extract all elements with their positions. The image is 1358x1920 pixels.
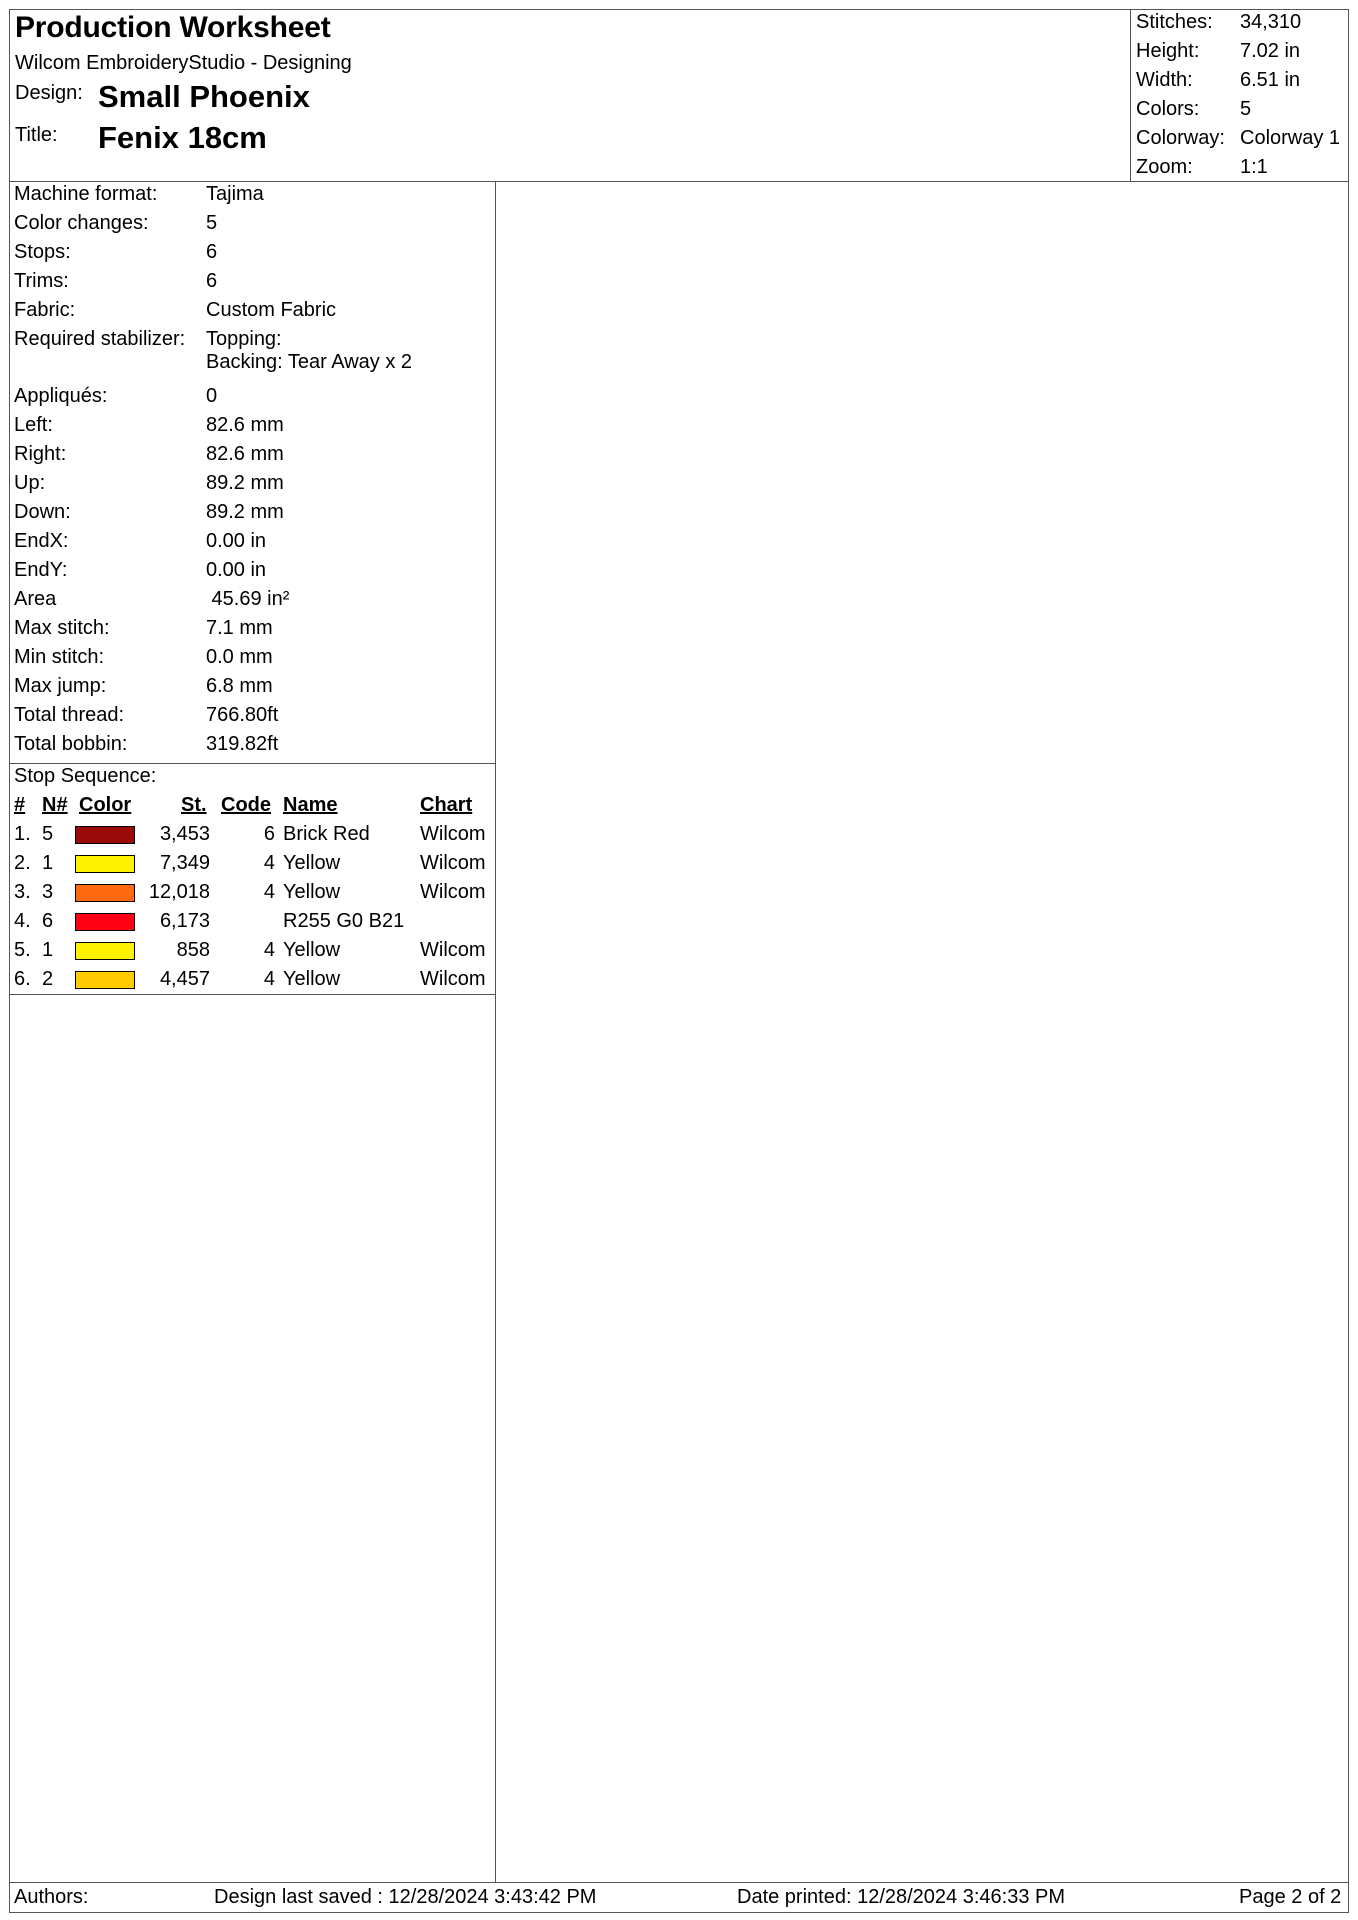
col-header-chart: Chart: [420, 794, 473, 816]
prop-value: Topping:: [206, 328, 282, 350]
row-name: Yellow: [283, 881, 341, 903]
summary-value: 7.02 in: [1240, 40, 1301, 62]
prop-left: [14, 414, 284, 437]
worksheet-footer: [10, 1882, 1348, 1912]
footer-authors: Authors:: [14, 1886, 89, 1908]
summary-zoom: [1136, 156, 1268, 179]
prop-value: Tajima: [206, 183, 264, 205]
prop-label: Stops:: [14, 241, 71, 263]
summary-label: Zoom:: [1136, 156, 1193, 178]
production-worksheet: [9, 9, 1349, 1913]
design-name: Small Phoenix: [98, 79, 310, 114]
prop-max-stitch: [14, 617, 273, 640]
col-header-name: Name: [283, 794, 338, 816]
col-header-stitches: St.: [181, 794, 207, 816]
row-chart: Wilcom: [420, 823, 486, 845]
app-subtitle: Wilcom EmbroideryStudio - Designing: [15, 52, 352, 74]
color-swatch: [75, 884, 135, 902]
row-name: R255 G0 B21: [283, 910, 405, 932]
stop-sequence-title: Stop Sequence:: [14, 765, 157, 787]
footer-page-number: Page 2 of 2: [1239, 1886, 1342, 1908]
prop-value: 7.1 mm: [206, 617, 273, 639]
row-chart: Wilcom: [420, 852, 486, 874]
prop-label: Up:: [14, 472, 46, 494]
summary-colorway: [1136, 127, 1341, 150]
prop-value: 0.0 mm: [206, 646, 273, 668]
col-header-code: Code: [221, 794, 271, 816]
prop-value: 319.82ft: [206, 733, 279, 755]
color-swatch: [75, 971, 135, 989]
prop-up: [14, 472, 284, 495]
row-stitches: 4,457: [159, 968, 210, 990]
prop-endy: [14, 559, 267, 582]
divider: [10, 763, 495, 764]
row-stitches: 3,453: [159, 823, 210, 845]
row-name: Yellow: [283, 852, 341, 874]
prop-stops: [14, 241, 218, 264]
color-swatch: [75, 855, 135, 873]
row-needle: 6: [42, 910, 54, 932]
row-number: 4.: [14, 910, 31, 932]
worksheet-header: [10, 10, 1348, 182]
prop-color-changes: [14, 212, 218, 235]
row-code: 6: [263, 823, 275, 845]
prop-down: [14, 501, 284, 524]
summary-colors: [1136, 98, 1252, 121]
prop-label: Appliqués:: [14, 385, 108, 407]
prop-value: 82.6 mm: [206, 414, 284, 436]
prop-value: 6: [206, 241, 218, 263]
prop-label: Trims:: [14, 270, 69, 292]
prop-value: Backing: Tear Away x 2: [206, 351, 413, 373]
row-stitches: 7,349: [159, 852, 210, 874]
prop-label: EndY:: [14, 559, 68, 581]
row-name: Brick Red: [283, 823, 370, 845]
prop-label: Area: [14, 588, 57, 610]
prop-label: Total thread:: [14, 704, 125, 726]
summary-label: Stitches:: [1136, 11, 1213, 33]
summary-label: Colors:: [1136, 98, 1200, 120]
col-header-color: Color: [79, 794, 132, 816]
prop-value: 82.6 mm: [206, 443, 284, 465]
prop-stabilizer: [14, 328, 282, 351]
row-name: Yellow: [283, 939, 341, 961]
row-name: Yellow: [283, 968, 341, 990]
prop-value: 766.80ft: [206, 704, 279, 726]
prop-label: Total bobbin:: [14, 733, 128, 755]
summary-box: [1130, 10, 1348, 181]
row-chart: Wilcom: [420, 881, 486, 903]
summary-value: Colorway 1: [1240, 127, 1341, 149]
row-code: 4: [263, 939, 275, 961]
design-title: Fenix 18cm: [98, 120, 267, 155]
prop-label: EndX:: [14, 530, 69, 552]
prop-label: Machine format:: [14, 183, 158, 205]
prop-label: Color changes:: [14, 212, 149, 234]
row-code: 4: [263, 968, 275, 990]
properties-panel: [10, 182, 496, 1882]
prop-label: Right:: [14, 443, 67, 465]
row-needle: 1: [42, 852, 54, 874]
row-number: 1.: [14, 823, 31, 845]
title-label: Title:: [15, 124, 58, 146]
prop-label: Fabric:: [14, 299, 76, 321]
row-stitches: 6,173: [159, 910, 210, 932]
prop-value: 0.00 in: [206, 559, 267, 581]
summary-width: [1136, 69, 1301, 92]
row-needle: 3: [42, 881, 54, 903]
prop-label: Max stitch:: [14, 617, 110, 639]
row-number: 2.: [14, 852, 31, 874]
summary-value: 6.51 in: [1240, 69, 1301, 91]
divider: [10, 994, 495, 995]
design-label: Design:: [15, 82, 83, 104]
row-number: 3.: [14, 881, 31, 903]
row-number: 6.: [14, 968, 31, 990]
footer-date-printed: Date printed: 12/28/2024 3:46:33 PM: [737, 1886, 1066, 1908]
prop-endx: [14, 530, 267, 553]
summary-value: 1:1: [1240, 156, 1268, 178]
page-title: Production Worksheet: [15, 11, 331, 44]
prop-value: 6: [206, 270, 218, 292]
prop-min-stitch: [14, 646, 273, 669]
prop-appliques: [14, 385, 218, 408]
prop-value: Custom Fabric: [206, 299, 337, 321]
color-swatch: [75, 913, 135, 931]
footer-last-saved: Design last saved : 12/28/2024 3:43:42 PM: [214, 1886, 597, 1908]
prop-fabric: [14, 299, 337, 322]
col-header-needle: N#: [42, 794, 68, 816]
summary-stitches: [1136, 11, 1302, 34]
row-code: 4: [263, 852, 275, 874]
prop-label: Min stitch:: [14, 646, 105, 668]
prop-trims: [14, 270, 218, 293]
summary-height: [1136, 40, 1301, 63]
prop-area: [14, 588, 290, 611]
summary-value: 34,310: [1240, 11, 1302, 33]
prop-right: [14, 443, 284, 466]
prop-machine-format: [14, 183, 264, 206]
prop-value: 89.2 mm: [206, 501, 284, 523]
prop-value: 0: [206, 385, 218, 407]
prop-max-jump: [14, 675, 273, 698]
prop-value: 5: [206, 212, 218, 234]
color-swatch: [75, 826, 135, 844]
summary-label: Width:: [1136, 69, 1193, 91]
summary-label: Height:: [1136, 40, 1200, 62]
prop-label: Required stabilizer:: [14, 328, 186, 350]
color-swatch: [75, 942, 135, 960]
prop-label: Left:: [14, 414, 53, 436]
row-chart: Wilcom: [420, 968, 486, 990]
row-stitches: 858: [176, 939, 210, 961]
prop-value: 45.69 in²: [206, 588, 290, 610]
row-stitches: 12,018: [148, 881, 210, 903]
prop-label: Down:: [14, 501, 71, 523]
col-header-num: #: [14, 794, 26, 816]
row-needle: 2: [42, 968, 54, 990]
row-number: 5.: [14, 939, 31, 961]
prop-value: 0.00 in: [206, 530, 267, 552]
row-needle: 1: [42, 939, 54, 961]
prop-value: 89.2 mm: [206, 472, 284, 494]
prop-label: Max jump:: [14, 675, 107, 697]
row-chart: Wilcom: [420, 939, 486, 961]
row-needle: 5: [42, 823, 54, 845]
prop-value: 6.8 mm: [206, 675, 273, 697]
prop-total-bobbin: [14, 733, 279, 756]
summary-label: Colorway:: [1136, 127, 1225, 149]
summary-value: 5: [1240, 98, 1252, 120]
row-code: 4: [263, 881, 275, 903]
prop-total-thread: [14, 704, 279, 727]
